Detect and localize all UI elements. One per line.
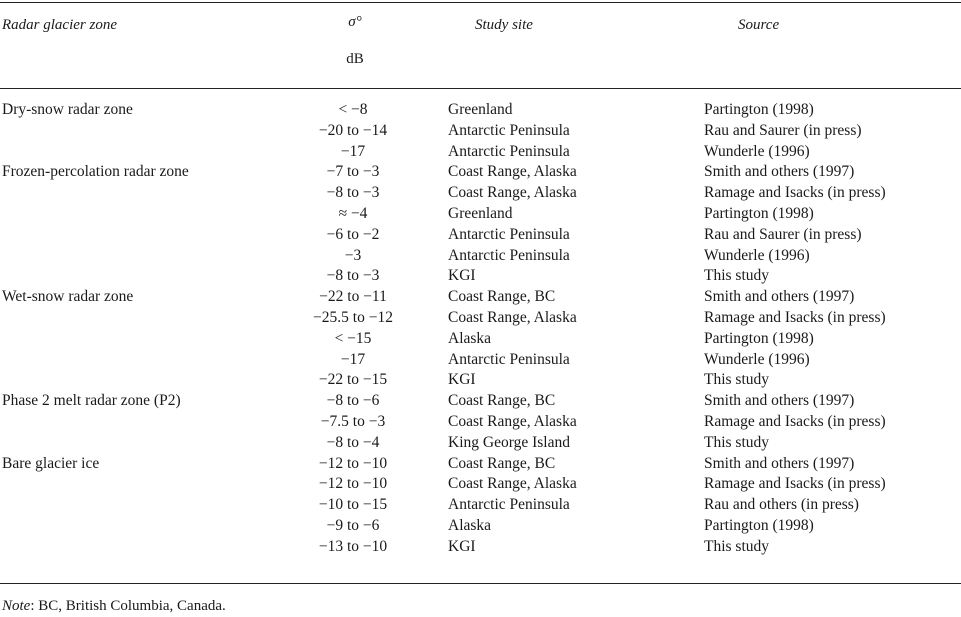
cell-source: Ramage and Isacks (in press) (704, 475, 886, 493)
header-zone: Radar glacier zone (2, 17, 117, 33)
cell-site: Coast Range, Alaska (448, 184, 577, 202)
table-row (0, 454, 961, 475)
table-row (0, 474, 961, 495)
cell-source: Ramage and Isacks (in press) (704, 412, 886, 430)
table-row (0, 308, 961, 329)
cell-zone: Dry-snow radar zone (2, 101, 133, 118)
table-row (0, 204, 961, 225)
table-row (0, 183, 961, 204)
cell-source: Smith and others (1997) (704, 454, 855, 472)
cell-site: KGI (448, 267, 476, 285)
table-row (0, 100, 961, 121)
table-row (0, 537, 961, 558)
cell-sigma: −22 to −11 (319, 288, 387, 306)
cell-source: Smith and others (1997) (704, 392, 855, 410)
table-row (0, 225, 961, 246)
cell-source: Partington (1998) (704, 329, 814, 347)
cell-sigma: −20 to −14 (318, 121, 388, 139)
cell-site: Coast Range, Alaska (448, 475, 577, 493)
cell-sigma: −10 to −15 (318, 496, 388, 514)
cell-site: Antarctic Peninsula (448, 142, 570, 160)
cell-source: Partington (1998) (704, 204, 814, 222)
cell-source: Partington (1998) (704, 516, 814, 534)
cell-sigma: −8 to −6 (326, 392, 380, 410)
header-site: Study site (475, 17, 533, 33)
cell-site: Coast Range, BC (448, 288, 556, 306)
cell-source: This study (704, 371, 770, 389)
cell-sigma: −17 (340, 350, 366, 368)
cell-sigma: −12 to −10 (318, 454, 388, 472)
cell-sigma: −8 to −3 (326, 184, 380, 202)
table-note (2, 597, 226, 615)
cell-site: Greenland (448, 204, 513, 222)
cell-site: Antarctic Peninsula (448, 496, 570, 514)
header-sigma: σ° (348, 14, 362, 30)
table-row (0, 412, 961, 433)
cell-zone: Phase 2 melt radar zone (P2) (2, 392, 181, 410)
cell-source: Partington (1998) (704, 101, 814, 118)
cell-sigma: −9 to −6 (326, 516, 380, 534)
cell-site: Coast Range, Alaska (448, 308, 577, 326)
cell-sigma: −22 to −15 (318, 371, 388, 389)
cell-source: Wunderle (1996) (704, 350, 810, 368)
table-body (0, 100, 961, 558)
table-row (0, 391, 961, 412)
cell-sigma: −6 to −2 (326, 225, 380, 243)
bottom-rule (0, 583, 961, 584)
table-row (0, 246, 961, 267)
cell-source: Ramage and Isacks (in press) (704, 184, 886, 202)
cell-source: Rau and others (in press) (704, 496, 859, 514)
header-source: Source (738, 17, 780, 33)
table-row (0, 516, 961, 537)
cell-site: Antarctic Peninsula (448, 121, 570, 139)
cell-site: Alaska (448, 329, 492, 347)
table-row (0, 329, 961, 350)
table-row (0, 350, 961, 371)
table-row (0, 370, 961, 391)
header-sigma-unit: dB (346, 51, 364, 67)
cell-zone: Frozen-percolation radar zone (2, 163, 189, 181)
cell-site: Alaska (448, 516, 492, 534)
cell-sigma: −13 to −10 (318, 537, 388, 555)
cell-site: KGI (448, 537, 476, 555)
cell-source: Rau and Saurer (in press) (704, 225, 862, 243)
cell-sigma: −7 to −3 (326, 163, 380, 181)
cell-site: KGI (448, 371, 476, 389)
cell-sigma: −8 to −4 (326, 433, 380, 451)
table-row (0, 162, 961, 183)
cell-sigma: −3 (344, 246, 362, 264)
cell-site: Coast Range, BC (448, 392, 556, 410)
cell-sigma: −8 to −3 (326, 267, 380, 285)
cell-site: Antarctic Peninsula (448, 246, 570, 264)
cell-site: Greenland (448, 101, 513, 118)
cell-sigma: −7.5 to −3 (320, 412, 386, 430)
cell-source: Smith and others (1997) (704, 288, 855, 306)
cell-sigma: < −15 (334, 329, 372, 347)
table-row (0, 142, 961, 163)
cell-source: Ramage and Isacks (in press) (704, 308, 886, 326)
cell-source: This study (704, 433, 770, 451)
cell-sigma: ≈ −4 (338, 204, 368, 222)
note-label: Note (2, 598, 31, 614)
top-rule (0, 2, 961, 3)
cell-sigma: −17 (340, 142, 366, 160)
cell-site: Antarctic Peninsula (448, 225, 570, 243)
cell-zone: Wet-snow radar zone (2, 288, 134, 306)
cell-source: Rau and Saurer (in press) (704, 121, 862, 139)
note-text: : BC, British Columbia, Canada. (30, 598, 226, 614)
cell-sigma: −25.5 to −12 (313, 308, 393, 326)
cell-sigma: −12 to −10 (318, 475, 388, 493)
cell-source: Smith and others (1997) (704, 163, 855, 181)
cell-zone: Bare glacier ice (2, 454, 100, 472)
cell-site: Coast Range, BC (448, 454, 556, 472)
cell-source: This study (704, 267, 770, 285)
cell-sigma: < −8 (338, 101, 368, 118)
table-row (0, 495, 961, 516)
table-row (0, 433, 961, 454)
cell-site: King George Island (448, 433, 570, 451)
cell-site: Coast Range, Alaska (448, 412, 577, 430)
cell-source: Wunderle (1996) (704, 142, 810, 160)
cell-site: Coast Range, Alaska (448, 163, 577, 181)
table-row (0, 266, 961, 287)
header-rule (0, 88, 961, 89)
table-row (0, 121, 961, 142)
cell-site: Antarctic Peninsula (448, 350, 570, 368)
table-row (0, 287, 961, 308)
cell-source: This study (704, 537, 770, 555)
cell-source: Wunderle (1996) (704, 246, 810, 264)
